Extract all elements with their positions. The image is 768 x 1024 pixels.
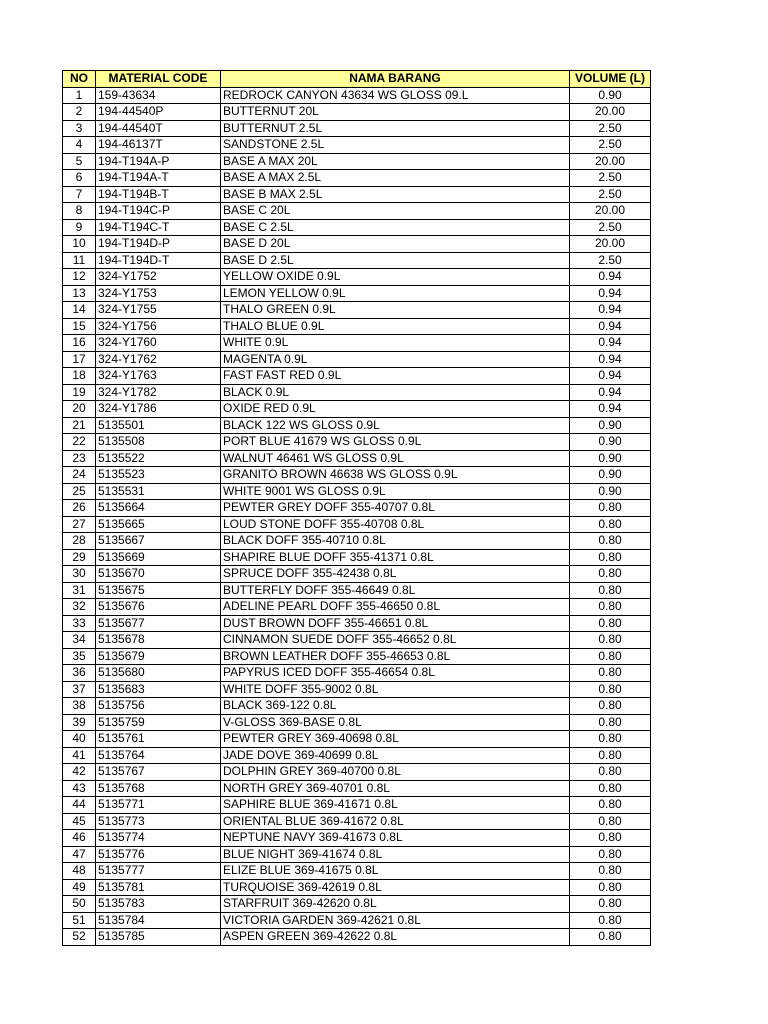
table-row	[63, 417, 651, 434]
cell-no: 16	[63, 335, 96, 352]
cell-no: 50	[63, 896, 96, 913]
cell-nama-barang: WHITE 9001 WS GLOSS 0.9L	[221, 483, 570, 500]
cell-no: 19	[63, 384, 96, 401]
cell-nama-barang: FAST FAST RED 0.9L	[221, 368, 570, 385]
cell-material-code: 5135678	[96, 632, 221, 649]
table-row	[63, 648, 651, 665]
cell-volume: 2.50	[570, 186, 651, 203]
cell-material-code: 5135664	[96, 500, 221, 517]
cell-no: 17	[63, 351, 96, 368]
cell-no: 36	[63, 665, 96, 682]
cell-volume: 2.50	[570, 120, 651, 137]
cell-material-code: 324-Y1760	[96, 335, 221, 352]
table-row	[63, 566, 651, 583]
cell-no: 44	[63, 797, 96, 814]
table-row	[63, 846, 651, 863]
cell-material-code: 5135667	[96, 533, 221, 550]
cell-volume: 0.80	[570, 582, 651, 599]
table-row	[63, 665, 651, 682]
cell-nama-barang: SPRUCE DOFF 355-42438 0.8L	[221, 566, 570, 583]
cell-volume: 0.80	[570, 813, 651, 830]
cell-no: 2	[63, 104, 96, 121]
cell-volume: 0.80	[570, 549, 651, 566]
cell-material-code: 194-T194B-T	[96, 186, 221, 203]
cell-material-code: 5135670	[96, 566, 221, 583]
cell-nama-barang: DOLPHIN GREY 369-40700 0.8L	[221, 764, 570, 781]
cell-nama-barang: BLUE NIGHT 369-41674 0.8L	[221, 846, 570, 863]
table-row	[63, 236, 651, 253]
cell-volume: 20.00	[570, 203, 651, 220]
table-row	[63, 599, 651, 616]
cell-no: 48	[63, 863, 96, 880]
cell-volume: 20.00	[570, 104, 651, 121]
cell-material-code: 5135767	[96, 764, 221, 781]
cell-no: 33	[63, 615, 96, 632]
cell-material-code: 5135677	[96, 615, 221, 632]
cell-no: 13	[63, 285, 96, 302]
cell-no: 45	[63, 813, 96, 830]
table-body	[63, 87, 651, 945]
cell-material-code: 194-44540P	[96, 104, 221, 121]
cell-material-code: 324-Y1782	[96, 384, 221, 401]
cell-volume: 0.80	[570, 599, 651, 616]
cell-material-code: 5135759	[96, 714, 221, 731]
cell-material-code: 324-Y1756	[96, 318, 221, 335]
table-row	[63, 879, 651, 896]
cell-nama-barang: WALNUT 46461 WS GLOSS 0.9L	[221, 450, 570, 467]
cell-volume: 0.94	[570, 318, 651, 335]
cell-volume: 0.90	[570, 483, 651, 500]
cell-no: 27	[63, 516, 96, 533]
cell-nama-barang: LOUD STONE DOFF 355-40708 0.8L	[221, 516, 570, 533]
table-row	[63, 549, 651, 566]
cell-no: 51	[63, 912, 96, 929]
cell-nama-barang: BASE C 20L	[221, 203, 570, 220]
table-row	[63, 533, 651, 550]
cell-volume: 0.80	[570, 533, 651, 550]
cell-no: 7	[63, 186, 96, 203]
cell-material-code: 5135501	[96, 417, 221, 434]
cell-no: 4	[63, 137, 96, 154]
cell-volume: 0.94	[570, 384, 651, 401]
cell-nama-barang: BLACK 0.9L	[221, 384, 570, 401]
cell-no: 23	[63, 450, 96, 467]
cell-volume: 0.90	[570, 417, 651, 434]
table-row	[63, 252, 651, 269]
table-row	[63, 780, 651, 797]
cell-no: 28	[63, 533, 96, 550]
cell-volume: 0.80	[570, 863, 651, 880]
cell-volume: 0.80	[570, 780, 651, 797]
cell-volume: 0.80	[570, 764, 651, 781]
cell-no: 38	[63, 698, 96, 715]
cell-material-code: 5135773	[96, 813, 221, 830]
cell-nama-barang: BUTTERFLY DOFF 355-46649 0.8L	[221, 582, 570, 599]
cell-nama-barang: PEWTER GREY DOFF 355-40707 0.8L	[221, 500, 570, 517]
cell-material-code: 5135784	[96, 912, 221, 929]
cell-no: 18	[63, 368, 96, 385]
cell-nama-barang: BUTTERNUT 2.5L	[221, 120, 570, 137]
table-row	[63, 104, 651, 121]
cell-volume: 2.50	[570, 252, 651, 269]
header-row	[63, 71, 651, 88]
cell-no: 30	[63, 566, 96, 583]
cell-volume: 0.94	[570, 269, 651, 286]
cell-nama-barang: BASE B MAX 2.5L	[221, 186, 570, 203]
cell-nama-barang: TURQUOISE 369-42619 0.8L	[221, 879, 570, 896]
cell-nama-barang: JADE DOVE 369-40699 0.8L	[221, 747, 570, 764]
cell-volume: 0.80	[570, 714, 651, 731]
cell-no: 47	[63, 846, 96, 863]
cell-material-code: 159-43634	[96, 87, 221, 104]
cell-volume: 0.90	[570, 434, 651, 451]
cell-volume: 0.94	[570, 302, 651, 319]
cell-material-code: 5135771	[96, 797, 221, 814]
cell-nama-barang: NORTH GREY 369-40701 0.8L	[221, 780, 570, 797]
table-row	[63, 335, 651, 352]
table-row	[63, 401, 651, 418]
cell-material-code: 5135522	[96, 450, 221, 467]
cell-nama-barang: WHITE DOFF 355-9002 0.8L	[221, 681, 570, 698]
table-row	[63, 747, 651, 764]
cell-no: 24	[63, 467, 96, 484]
cell-nama-barang: GRANITO BROWN 46638 WS GLOSS 0.9L	[221, 467, 570, 484]
cell-nama-barang: PAPYRUS ICED DOFF 355-46654 0.8L	[221, 665, 570, 682]
cell-volume: 0.80	[570, 731, 651, 748]
cell-material-code: 194-T194A-P	[96, 153, 221, 170]
cell-nama-barang: ASPEN GREEN 369-42622 0.8L	[221, 929, 570, 946]
cell-nama-barang: SAPHIRE BLUE 369-41671 0.8L	[221, 797, 570, 814]
cell-volume: 0.80	[570, 632, 651, 649]
cell-material-code: 324-Y1786	[96, 401, 221, 418]
table-row	[63, 318, 651, 335]
cell-volume: 0.80	[570, 500, 651, 517]
cell-nama-barang: BASE A MAX 20L	[221, 153, 570, 170]
header-nama-barang: NAMA BARANG	[221, 71, 570, 88]
table-row	[63, 896, 651, 913]
cell-nama-barang: BUTTERNUT 20L	[221, 104, 570, 121]
cell-volume: 0.94	[570, 285, 651, 302]
cell-no: 41	[63, 747, 96, 764]
table-row	[63, 368, 651, 385]
table-row	[63, 186, 651, 203]
cell-material-code: 324-Y1752	[96, 269, 221, 286]
cell-no: 11	[63, 252, 96, 269]
cell-no: 34	[63, 632, 96, 649]
cell-nama-barang: STARFRUIT 369-42620 0.8L	[221, 896, 570, 913]
cell-no: 20	[63, 401, 96, 418]
material-table	[62, 70, 651, 946]
table-row	[63, 450, 651, 467]
table-row	[63, 483, 651, 500]
header-material-code: MATERIAL CODE	[96, 71, 221, 88]
cell-material-code: 324-Y1763	[96, 368, 221, 385]
table-row	[63, 285, 651, 302]
cell-nama-barang: BASE A MAX 2.5L	[221, 170, 570, 187]
cell-nama-barang: CINNAMON SUEDE DOFF 355-46652 0.8L	[221, 632, 570, 649]
cell-volume: 0.90	[570, 87, 651, 104]
cell-no: 8	[63, 203, 96, 220]
table-row	[63, 203, 651, 220]
table-row	[63, 516, 651, 533]
table-row	[63, 830, 651, 847]
cell-material-code: 5135675	[96, 582, 221, 599]
cell-volume: 0.94	[570, 368, 651, 385]
cell-volume: 20.00	[570, 236, 651, 253]
cell-nama-barang: PORT BLUE 41679 WS GLOSS 0.9L	[221, 434, 570, 451]
cell-nama-barang: OXIDE RED 0.9L	[221, 401, 570, 418]
cell-no: 46	[63, 830, 96, 847]
cell-nama-barang: DUST BROWN DOFF 355-46651 0.8L	[221, 615, 570, 632]
cell-no: 10	[63, 236, 96, 253]
cell-no: 49	[63, 879, 96, 896]
cell-material-code: 194-T194C-P	[96, 203, 221, 220]
table-row	[63, 87, 651, 104]
cell-no: 12	[63, 269, 96, 286]
cell-material-code: 324-Y1755	[96, 302, 221, 319]
table-row	[63, 632, 651, 649]
cell-no: 26	[63, 500, 96, 517]
cell-material-code: 5135781	[96, 879, 221, 896]
cell-nama-barang: BROWN LEATHER DOFF 355-46653 0.8L	[221, 648, 570, 665]
cell-no: 39	[63, 714, 96, 731]
cell-nama-barang: SHAPIRE BLUE DOFF 355-41371 0.8L	[221, 549, 570, 566]
cell-volume: 0.80	[570, 516, 651, 533]
cell-no: 6	[63, 170, 96, 187]
cell-volume: 0.80	[570, 648, 651, 665]
table-row	[63, 714, 651, 731]
cell-volume: 0.80	[570, 929, 651, 946]
cell-volume: 0.80	[570, 879, 651, 896]
cell-nama-barang: NEPTUNE NAVY 369-41673 0.8L	[221, 830, 570, 847]
cell-nama-barang: BLACK DOFF 355-40710 0.8L	[221, 533, 570, 550]
cell-material-code: 5135768	[96, 780, 221, 797]
table-row	[63, 302, 651, 319]
table-row	[63, 170, 651, 187]
cell-nama-barang: BASE D 2.5L	[221, 252, 570, 269]
cell-nama-barang: ADELINE PEARL DOFF 355-46650 0.8L	[221, 599, 570, 616]
cell-nama-barang: REDROCK CANYON 43634 WS GLOSS 09.L	[221, 87, 570, 104]
table-row	[63, 120, 651, 137]
cell-volume: 0.80	[570, 698, 651, 715]
cell-volume: 2.50	[570, 137, 651, 154]
table-row	[63, 434, 651, 451]
cell-volume: 0.80	[570, 681, 651, 698]
cell-material-code: 5135669	[96, 549, 221, 566]
cell-volume: 0.80	[570, 896, 651, 913]
table-row	[63, 351, 651, 368]
cell-material-code: 5135523	[96, 467, 221, 484]
table-row	[63, 797, 651, 814]
table-row	[63, 500, 651, 517]
cell-material-code: 5135785	[96, 929, 221, 946]
cell-volume: 2.50	[570, 170, 651, 187]
cell-no: 9	[63, 219, 96, 236]
cell-no: 22	[63, 434, 96, 451]
cell-material-code: 5135761	[96, 731, 221, 748]
cell-no: 29	[63, 549, 96, 566]
cell-no: 1	[63, 87, 96, 104]
cell-no: 25	[63, 483, 96, 500]
cell-no: 3	[63, 120, 96, 137]
cell-no: 32	[63, 599, 96, 616]
cell-material-code: 5135676	[96, 599, 221, 616]
cell-material-code: 194-44540T	[96, 120, 221, 137]
cell-material-code: 5135777	[96, 863, 221, 880]
table-row	[63, 615, 651, 632]
table-row	[63, 929, 651, 946]
cell-no: 52	[63, 929, 96, 946]
cell-no: 5	[63, 153, 96, 170]
table-row	[63, 698, 651, 715]
cell-no: 35	[63, 648, 96, 665]
header-volume: VOLUME (L)	[570, 71, 651, 88]
cell-nama-barang: VICTORIA GARDEN 369-42621 0.8L	[221, 912, 570, 929]
cell-material-code: 324-Y1762	[96, 351, 221, 368]
cell-nama-barang: BASE D 20L	[221, 236, 570, 253]
cell-no: 21	[63, 417, 96, 434]
cell-material-code: 5135756	[96, 698, 221, 715]
table-row	[63, 863, 651, 880]
cell-volume: 0.80	[570, 747, 651, 764]
cell-material-code: 194-T194C-T	[96, 219, 221, 236]
cell-volume: 0.80	[570, 615, 651, 632]
cell-nama-barang: PEWTER GREY 369-40698 0.8L	[221, 731, 570, 748]
cell-nama-barang: V-GLOSS 369-BASE 0.8L	[221, 714, 570, 731]
cell-volume: 0.94	[570, 335, 651, 352]
table-row	[63, 137, 651, 154]
cell-volume: 0.94	[570, 401, 651, 418]
table-row	[63, 384, 651, 401]
cell-no: 31	[63, 582, 96, 599]
cell-no: 14	[63, 302, 96, 319]
cell-nama-barang: LEMON YELLOW 0.9L	[221, 285, 570, 302]
table-row	[63, 219, 651, 236]
cell-no: 37	[63, 681, 96, 698]
cell-material-code: 324-Y1753	[96, 285, 221, 302]
cell-volume: 0.80	[570, 912, 651, 929]
cell-material-code: 5135680	[96, 665, 221, 682]
cell-nama-barang: THALO GREEN 0.9L	[221, 302, 570, 319]
cell-material-code: 5135764	[96, 747, 221, 764]
cell-material-code: 5135531	[96, 483, 221, 500]
cell-no: 15	[63, 318, 96, 335]
cell-nama-barang: ORIENTAL BLUE 369-41672 0.8L	[221, 813, 570, 830]
cell-nama-barang: MAGENTA 0.9L	[221, 351, 570, 368]
cell-volume: 2.50	[570, 219, 651, 236]
table-row	[63, 912, 651, 929]
cell-nama-barang: THALO BLUE 0.9L	[221, 318, 570, 335]
cell-nama-barang: BLACK 369-122 0.8L	[221, 698, 570, 715]
cell-material-code: 5135774	[96, 830, 221, 847]
cell-volume: 0.90	[570, 450, 651, 467]
table-row	[63, 731, 651, 748]
cell-material-code: 5135783	[96, 896, 221, 913]
cell-material-code: 194-46137T	[96, 137, 221, 154]
cell-material-code: 194-T194D-T	[96, 252, 221, 269]
cell-volume: 0.80	[570, 566, 651, 583]
cell-material-code: 5135776	[96, 846, 221, 863]
cell-material-code: 194-T194A-T	[96, 170, 221, 187]
cell-nama-barang: ELIZE BLUE 369-41675 0.8L	[221, 863, 570, 880]
cell-material-code: 5135683	[96, 681, 221, 698]
cell-material-code: 194-T194D-P	[96, 236, 221, 253]
table-row	[63, 467, 651, 484]
header-no: NO	[63, 71, 96, 88]
cell-volume: 0.90	[570, 467, 651, 484]
cell-nama-barang: YELLOW OXIDE 0.9L	[221, 269, 570, 286]
cell-volume: 0.80	[570, 846, 651, 863]
table-row	[63, 582, 651, 599]
cell-no: 40	[63, 731, 96, 748]
table-row	[63, 764, 651, 781]
cell-material-code: 5135665	[96, 516, 221, 533]
table-row	[63, 813, 651, 830]
cell-nama-barang: SANDSTONE 2.5L	[221, 137, 570, 154]
cell-nama-barang: WHITE 0.9L	[221, 335, 570, 352]
table-row	[63, 269, 651, 286]
cell-no: 42	[63, 764, 96, 781]
cell-no: 43	[63, 780, 96, 797]
table-row	[63, 153, 651, 170]
cell-material-code: 5135508	[96, 434, 221, 451]
cell-material-code: 5135679	[96, 648, 221, 665]
cell-volume: 0.80	[570, 830, 651, 847]
cell-volume: 0.80	[570, 665, 651, 682]
cell-nama-barang: BLACK 122 WS GLOSS 0.9L	[221, 417, 570, 434]
cell-volume: 0.80	[570, 797, 651, 814]
table-row	[63, 681, 651, 698]
cell-volume: 0.94	[570, 351, 651, 368]
cell-nama-barang: BASE C 2.5L	[221, 219, 570, 236]
cell-volume: 20.00	[570, 153, 651, 170]
